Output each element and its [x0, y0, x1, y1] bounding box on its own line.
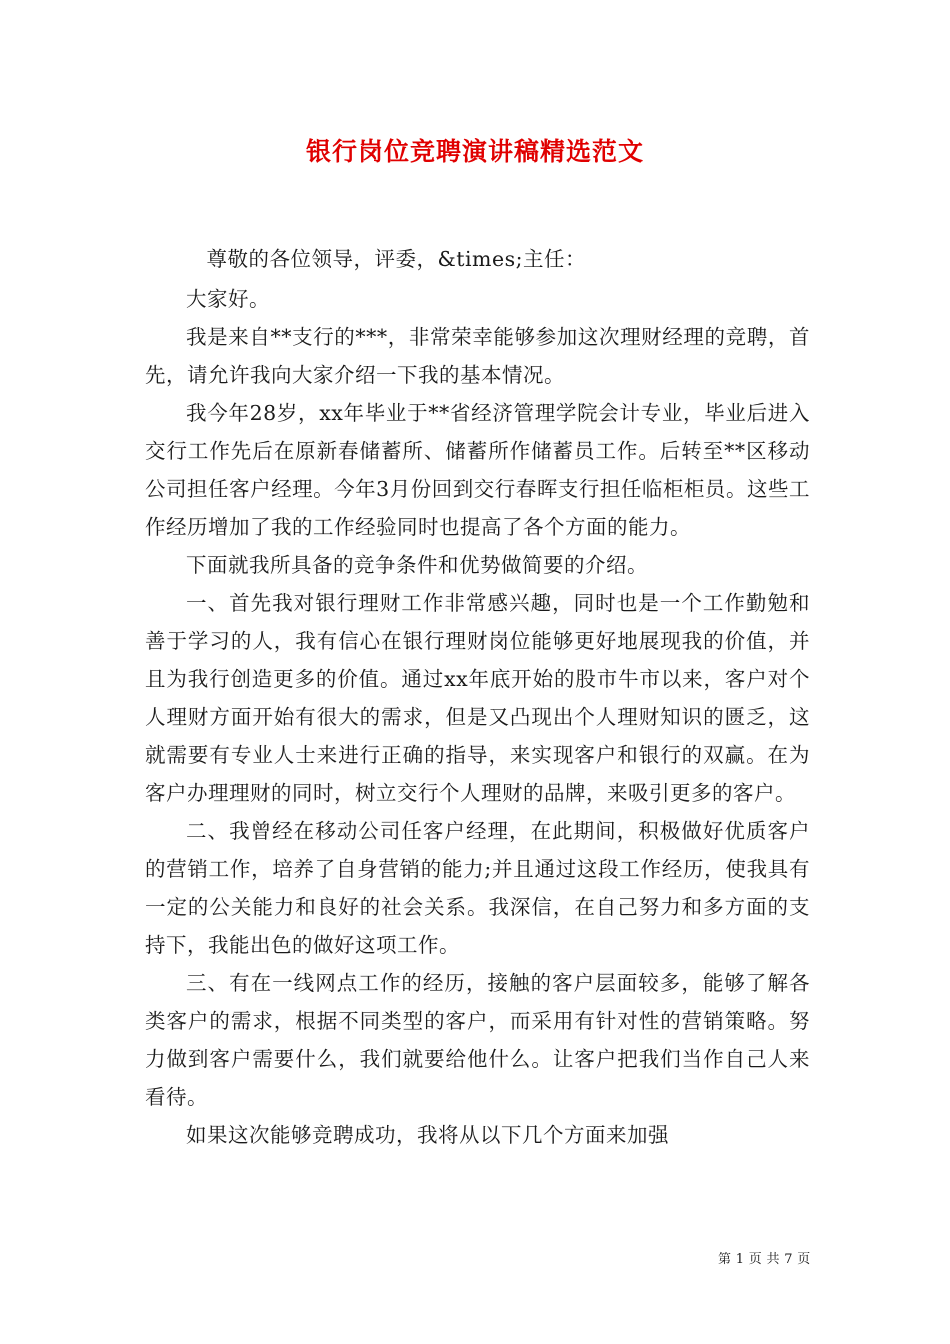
- point-two-paragraph: 二、我曾经在移动公司任客户经理，在此期间，积极做好优质客户的营销工作，培养了自身营销的能力;并且通过这段工作经历，使我具有一定的公关能力和良好的社会关系。我深信，在自己努力和多方面的支持下，我能出色的做好这项工作。: [145, 819, 810, 957]
- point-one-paragraph: 一、首先我对银行理财工作非常感兴趣，同时也是一个工作勤勉和善于学习的人，我有信心在银行理财岗位能够更好地展现我的价值，并且为我行创造更多的价值。通过xx年底开始的股市牛市以来，客户对个人理财方面开始有很大的需求，但是又凸现出个人理财知识的匮乏，这就需要有专业人士来进行正确的指导，来实现客户和银行的双赢。在为客户办理理财的同时，树立交行个人理财的品牌，来吸引更多的客户。: [145, 591, 810, 805]
- document-body: [145, 240, 810, 1154]
- closing-paragraph: 如果这次能够竞聘成功，我将从以下几个方面来加强: [186, 1123, 669, 1147]
- page-number-footer: 第 1 页 共 7 页: [718, 1252, 811, 1267]
- intro-paragraph: 我是来自**支行的***，非常荣幸能够参加这次理财经理的竞聘，首先，请允许我向大家介绍一下我的基本情况。: [145, 325, 810, 387]
- transition-paragraph: 下面就我所具备的竞争条件和优势做简要的介绍。: [186, 553, 648, 577]
- salutation-paragraph: 尊敬的各位领导，评委，&times;主任：: [206, 247, 587, 271]
- document-title: 银行岗位竞聘演讲稿精选范文: [305, 137, 644, 166]
- point-three-paragraph: 三、有在一线网点工作的经历，接触的客户层面较多，能够了解各类客户的需求，根据不同类型的客户，而采用有针对性的营销策略。努力做到客户需要什么，我们就要给他什么。让客户把我们当作自己人来看待。: [145, 971, 810, 1109]
- background-paragraph: 我今年28岁，xx年毕业于**省经济管理学院会计专业，毕业后进入交行工作先后在原新春储蓄所、储蓄所作储蓄员工作。后转至**区移动公司担任客户经理。今年3月份回到交行春晖支行担任临柜柜员。这些工作经历增加了我的工作经验同时也提高了各个方面的能力。: [145, 401, 810, 539]
- greeting-paragraph: 大家好。: [186, 287, 270, 311]
